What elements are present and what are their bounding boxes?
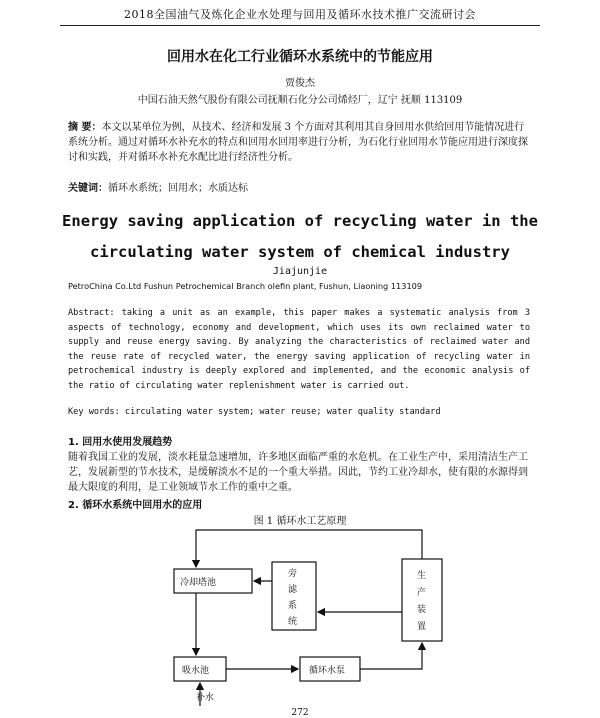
paper-title-chinese: 回用水在化工行业循环水系统中的节能应用 — [167, 49, 433, 65]
title-english-line-2: circulating water system of chemical industry — [90, 243, 510, 261]
makeup-water-label: 补水 — [196, 693, 215, 703]
section-1-body: 随着我国工业的发展，淡水耗量急速增加，许多地区面临严重的水危机。在工业生产中，采用清洁生产工艺，发展新型的节水技术，是缓解淡水不足的一个重大举措。因此，节约工业冷却水，使有限的水源得到最大限度的利用，是工业领域节水工作的重中之重。 — [68, 452, 528, 493]
keywords-english: Key words: circulating water system; water reuse; water quality standard — [68, 407, 441, 417]
section-1-heading: 1. 回用水使用发展趋势 — [68, 437, 173, 448]
production-label-1: 生 — [417, 571, 427, 581]
production-label-3: 装 — [417, 605, 427, 615]
bypass-label-1: 旁 — [288, 569, 298, 579]
figure-caption: 图 1 循环水工艺原理 — [253, 516, 347, 527]
cooling-tower-label: 冷却塔池 — [180, 578, 217, 588]
affiliation-chinese: 中国石油天然气股份有限公司抚顺石化分公司烯烃厂，辽宁 抚顺 113109 — [137, 95, 463, 106]
affiliation-english: PetroChina Co.Ltd Fushun Petrochemical Branch olefin plant, Fushun, Liaoning 113109 — [68, 281, 423, 291]
bypass-label-2: 滤 — [288, 585, 298, 595]
sump-label: 吸水池 — [182, 666, 210, 676]
production-label-2: 产 — [417, 588, 427, 598]
abstract-english: Abstract: taking a unit as an example, this paper makes a systematic analysis from 3 aspects of technology, economy and development, which uses its own reclaimed water to supply and reuse energy saving. By analyzing the characteristics of reclaimed water and the reuse rate of recycled water, the energy saving application of recycling water in petrochemical industry is deeply explored and implemented, and the economic analysis of the ratio of circulating water replenishment water is carried out. — [68, 308, 530, 391]
section-2-heading: 2. 循环水系统中回用水的应用 — [68, 500, 203, 511]
keywords-label-chinese: 关键词： — [68, 183, 108, 194]
conference-header: 2018全国油气及炼化企业水处理与回用及循环水技术推广交流研讨会 — [60, 6, 540, 26]
pump-label: 循环水泵 — [309, 666, 346, 676]
keywords-text-chinese: 循环水系统；回用水；水质达标 — [108, 183, 248, 194]
page-number: 272 — [291, 708, 309, 718]
production-label-4: 置 — [417, 622, 427, 632]
abstract-text-chinese: 本文以某单位为例，从技术、经济和发展 3 个方面对其利用其自身回用水供给回用节能情况进行系统分析。通过对循环水补充水的特点和回用水回用率进行分析，为石化行业回用水节能应用进行深度探讨和实践，并对循环水补充水配比进行经济性分析。 — [68, 122, 528, 163]
author-english: Jiajunjie — [272, 266, 328, 277]
author-chinese: 贾俊杰 — [285, 78, 315, 89]
title-english-line-1: Energy saving application of recycling water in the — [62, 212, 538, 230]
bypass-label-3: 系 — [288, 601, 298, 611]
pump-to-production-arrow — [360, 643, 422, 669]
bypass-label-4: 统 — [288, 617, 298, 627]
abstract-label-chinese: 摘 要： — [68, 122, 102, 133]
